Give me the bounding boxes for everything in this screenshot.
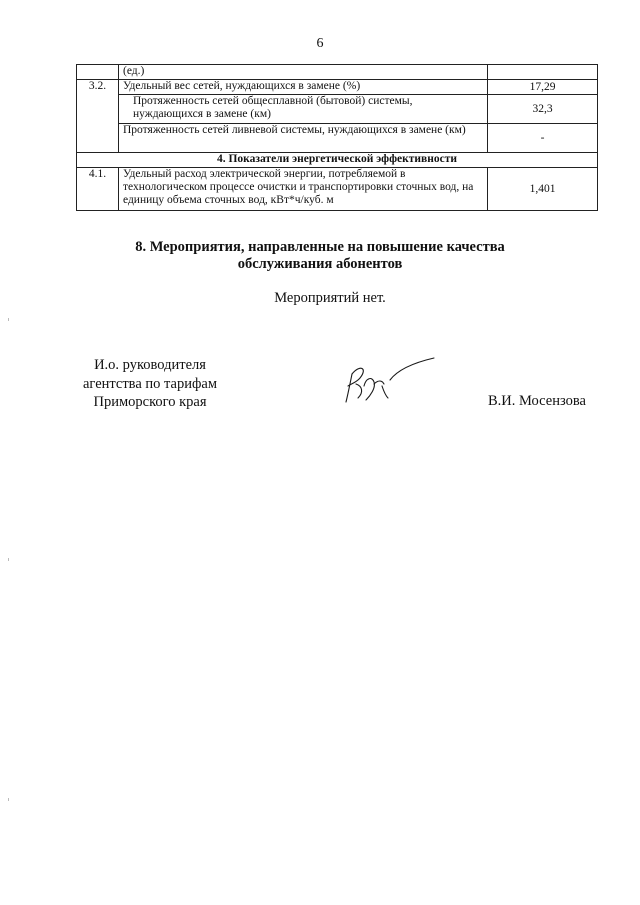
section-heading bbox=[0, 239, 640, 273]
signer-title-line: Приморского края bbox=[93, 394, 207, 410]
heading-line: 8. Мероприятия, направленные на повышение качества bbox=[135, 239, 505, 255]
row-value: 17,29 bbox=[488, 80, 598, 95]
row-name: Протяженность сетей общесплавной (бытовой) системы, нуждающихся в замене (км) bbox=[119, 95, 488, 124]
heading-line: обслуживания абонентов bbox=[237, 256, 403, 272]
row-value: 32,3 bbox=[488, 95, 598, 124]
margin-mark bbox=[8, 318, 9, 321]
table-row bbox=[77, 124, 598, 153]
metrics-table bbox=[76, 64, 598, 211]
row-number: 3.2. bbox=[77, 80, 119, 153]
signer-title-line: агентства по тарифам bbox=[83, 375, 217, 392]
section-body: Мероприятий нет. bbox=[274, 290, 386, 306]
row-number bbox=[77, 65, 119, 80]
signer-name: В.И. Мосензова bbox=[488, 393, 586, 409]
table-row bbox=[77, 65, 598, 80]
table-row bbox=[77, 95, 598, 124]
row-value: - bbox=[488, 124, 598, 153]
table-row bbox=[77, 168, 598, 211]
row-name: Протяженность сетей ливневой системы, нуждающихся в замене (км) bbox=[119, 124, 488, 153]
row-name: Удельный расход электрической энергии, потребляемой в технологическом процессе очистки и транспортировки сточных вод, на единицу объема сточных вод, кВт*ч/куб. м bbox=[119, 168, 488, 211]
row-name: Удельный вес сетей, нуждающихся в замене (%) bbox=[119, 80, 488, 95]
margin-mark bbox=[8, 798, 9, 801]
signer-title bbox=[60, 356, 240, 412]
row-number: 4.1. bbox=[77, 168, 119, 211]
handwritten-signature bbox=[338, 350, 448, 410]
section-title: 4. Показатели энергетической эффективности bbox=[77, 153, 598, 168]
signer-title-line: И.о. руководителя bbox=[94, 357, 206, 373]
row-value: 1,401 bbox=[488, 168, 598, 211]
page-number: 6 bbox=[316, 36, 324, 51]
row-value bbox=[488, 65, 598, 80]
table-row bbox=[77, 80, 598, 95]
margin-mark bbox=[8, 558, 9, 561]
row-name: (ед.) bbox=[119, 65, 488, 80]
section-row bbox=[77, 153, 598, 168]
